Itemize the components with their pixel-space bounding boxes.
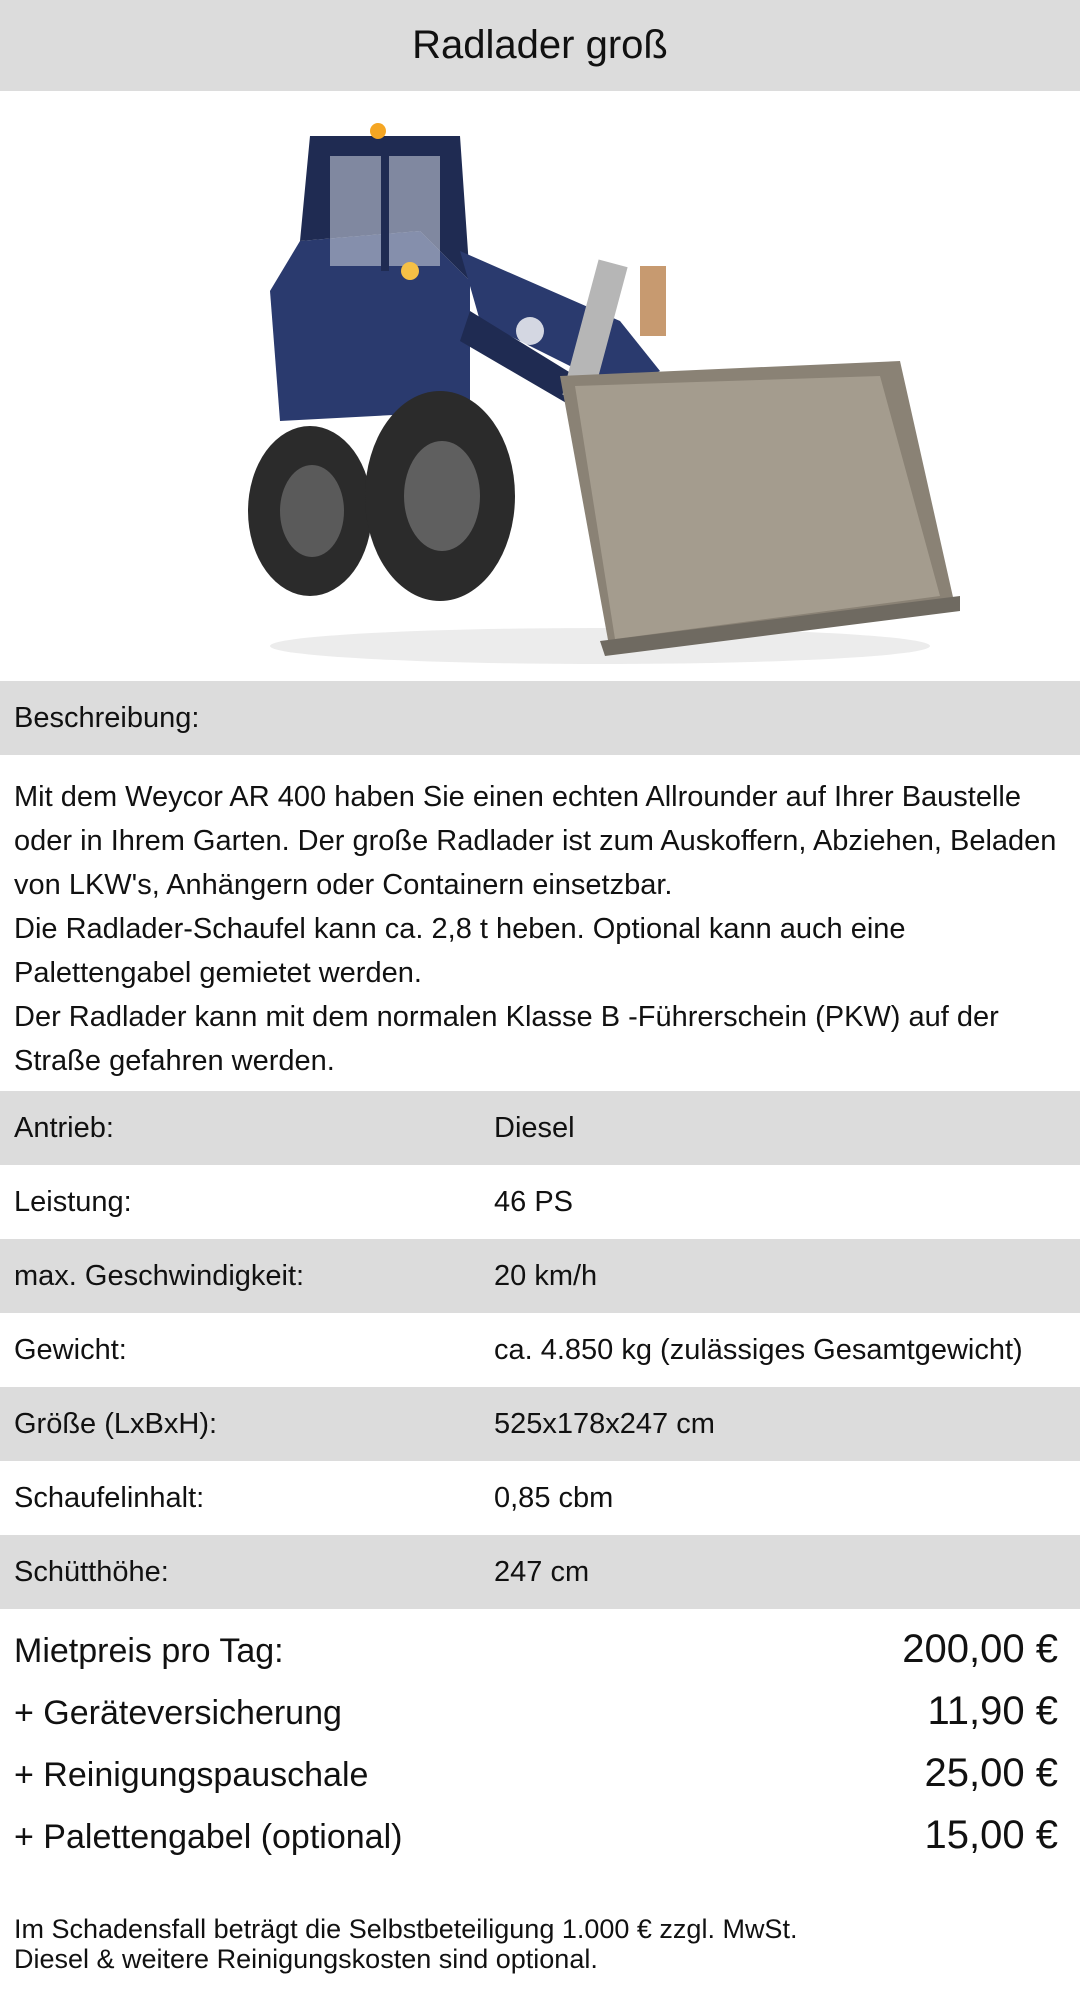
price-value: 15,00 € [924,1813,1058,1857]
description-text [0,755,1080,1091]
spec-row-geschwindigkeit [0,1239,1080,1313]
price-list [0,1609,1080,1875]
spec-row-antrieb [0,1091,1080,1165]
price-value: 11,90 € [927,1689,1058,1733]
product-image [0,91,1080,681]
spec-label: Größe (LxBxH): [14,1407,218,1440]
wheel-loader-illustration [0,91,1080,681]
spec-row-groesse [0,1387,1080,1461]
footnote-line: Diesel & weitere Reinigungskosten sind optional. [14,1944,598,1974]
spec-value: ca. 4.850 kg (zulässiges Gesamtgewicht) [494,1333,1023,1366]
spec-value: 525x178x247 cm [494,1407,715,1440]
spec-value: 46 PS [494,1185,573,1218]
spec-value: 20 km/h [494,1259,598,1292]
price-label: + Reinigungspauschale [14,1756,369,1794]
spec-row-schuetthoehe [0,1535,1080,1609]
description-paragraph: Der Radlader kann mit dem normalen Klasse B -Führerschein (PKW) auf der Straße gefahren werden. [14,1001,999,1077]
title-bar [0,0,1080,91]
footnote [14,1914,797,1974]
spec-row-leistung [0,1165,1080,1239]
spec-label: Schütthöhe: [14,1555,169,1588]
page-title: Radlader groß [412,23,668,67]
price-row-palettengabel [14,1813,1058,1875]
description-heading: Beschreibung: [0,681,1080,755]
price-label: + Palettengabel (optional) [14,1818,403,1856]
price-row-versicherung [14,1689,1058,1751]
price-value: 25,00 € [924,1751,1058,1795]
price-row-reinigung [14,1751,1058,1813]
description-paragraph: Mit dem Weycor AR 400 haben Sie einen echten Allrounder auf Ihrer Baustelle oder in Ihrem Garten. Der große Radlader ist zum Auskoffern, Abziehen, Beladen von LKW's, Anhängern oder Containern einsetzbar. [14,781,1057,901]
spec-label: Gewicht: [14,1333,127,1366]
spec-label: Leistung: [14,1185,132,1218]
spec-row-gewicht [0,1313,1080,1387]
spec-value: Diesel [494,1111,575,1144]
spec-row-schaufelinhalt [0,1461,1080,1535]
price-value: 200,00 € [902,1627,1058,1671]
spec-table [0,1091,1080,1609]
price-label: + Geräteversicherung [14,1694,342,1732]
spec-value: 0,85 cbm [494,1481,614,1514]
description-paragraph: Die Radlader-Schaufel kann ca. 2,8 t heben. Optional kann auch eine Palettengabel gemietet werden. [14,913,906,989]
footnote-line: Im Schadensfall beträgt die Selbstbeteiligung 1.000 € zzgl. MwSt. [14,1914,798,1944]
spec-label: max. Geschwindigkeit: [14,1259,305,1292]
price-label: Mietpreis pro Tag: [14,1632,284,1670]
spec-label: Antrieb: [14,1111,114,1144]
spec-label: Schaufelinhalt: [14,1481,205,1514]
price-row-tag [14,1627,1058,1689]
spec-value: 247 cm [494,1555,590,1588]
